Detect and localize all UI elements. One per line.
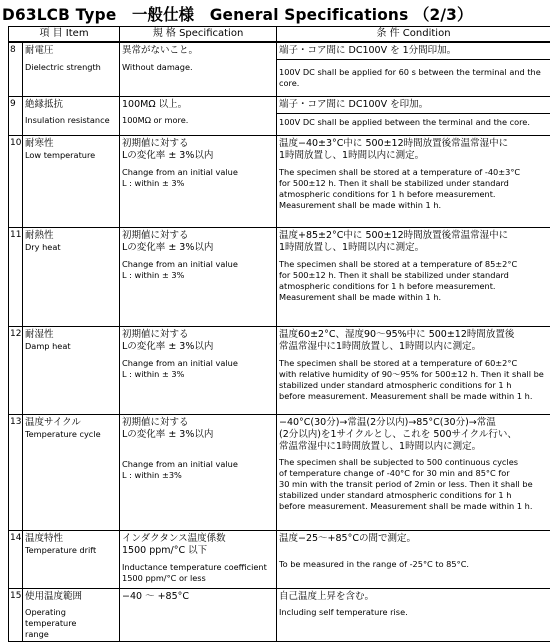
condition-en: Including self temperature rise. — [279, 607, 548, 618]
condition-jp: 端子・コア間に DC100V を印加。 — [279, 99, 548, 111]
row-number: 15 — [9, 588, 23, 641]
spec-en: Change from an initial value L : within ± 3% — [122, 259, 274, 281]
condition-jp: 温度+85±2°C中に 500±12時間放置後常温常湿中に 1時間放置し、1時間以内に測定。 — [279, 230, 548, 254]
table-row — [9, 326, 550, 414]
spec-jp: −40 ～ +85°C — [122, 591, 274, 603]
condition-jp: 自己温度上昇を含む。 — [279, 591, 548, 603]
spec-jp: 初期値に対する Lの変化率 ± 3%以内 — [122, 230, 274, 254]
item-cell — [23, 96, 120, 135]
condition-en: 100V DC shall be applied between the terminal and the core. — [277, 113, 550, 128]
row-number: 11 — [9, 227, 23, 326]
spec-jp: 100MΩ 以上。 — [122, 99, 274, 111]
spec-en: Change from an initial value L : within ± 3% — [122, 358, 274, 380]
item-en: Insulation resistance — [25, 115, 117, 126]
header-condition: 条 件 Condition — [277, 27, 550, 43]
spec-cell — [120, 227, 277, 326]
spec-en: Change from an initial value L : within ±3% — [122, 459, 274, 481]
item-cell — [23, 588, 120, 641]
item-en: Operating temperature range — [25, 607, 117, 640]
condition-cell — [277, 326, 550, 414]
item-cell — [23, 227, 120, 326]
spec-jp: 初期値に対する Lの変化率 ± 3%以内 — [122, 417, 274, 441]
condition-jp: −40°C(30分)→常温(2分以内)→85°C(30分)→常温 (2分以内)を1サイクルとし、これを 500サイクル行い、 常温常湿中に1時間放置し、1時間以内に測定。 — [279, 417, 548, 453]
item-cell — [23, 42, 120, 96]
item-en: Dielectric strength — [25, 62, 117, 73]
item-cell — [23, 326, 120, 414]
table-row — [9, 530, 550, 588]
row-number: 9 — [9, 96, 23, 135]
item-en: Damp heat — [25, 341, 117, 352]
item-jp: 耐湿性 — [25, 329, 117, 341]
condition-en: The specimen shall be stored at a temperature of -40±3°C for 500±12 h. Then it shall be stabilized under standard atmospheric conditions for 1 h before measurement. Measurement shall be made within 1 h. — [279, 167, 548, 211]
spec-jp: インダクタンス温度係数 1500 ppm/°C 以下 — [122, 533, 274, 557]
spec-cell — [120, 135, 277, 227]
item-jp: 使用温度範囲 — [25, 591, 117, 603]
table-header-row — [9, 27, 550, 43]
condition-cell — [277, 42, 550, 96]
condition-en: The specimen shall be subjected to 500 continuous cycles of temperature change of -40°C for 30 min and 85°C for 30 min with the transit period of 2min or less. Then it shall be stabilized under standard atmospheric conditions for 1 h before measurement. Measurement shall be made within 1 h. — [279, 457, 548, 512]
table-row — [9, 96, 550, 135]
condition-jp: 温度−40±3°C中に 500±12時間放置後常温常湿中に 1時間放置し、1時間以内に測定。 — [279, 138, 548, 162]
row-number: 8 — [9, 42, 23, 96]
condition-cell — [277, 588, 550, 641]
spec-jp: 初期値に対する Lの変化率 ± 3%以内 — [122, 138, 274, 162]
spec-cell — [120, 326, 277, 414]
condition-cell — [277, 530, 550, 588]
spec-cell — [120, 414, 277, 530]
condition-cell — [277, 227, 550, 326]
condition-cell — [277, 414, 550, 530]
row-number: 13 — [9, 414, 23, 530]
item-jp: 耐電圧 — [25, 45, 117, 57]
condition-jp: 端子・コア間に DC100V を 1分間印加。 — [279, 45, 548, 57]
item-jp: 温度特性 — [25, 533, 117, 545]
table-row — [9, 42, 550, 96]
condition-cell — [277, 96, 550, 135]
item-cell — [23, 530, 120, 588]
condition-cell — [277, 135, 550, 227]
item-jp: 耐寒性 — [25, 138, 117, 150]
spec-en: 100MΩ or more. — [122, 115, 274, 126]
condition-jp: 温度60±2°C、湿度90～95%中に 500±12時間放置後 常温常湿中に1時間放置し、1時間以内に測定。 — [279, 329, 548, 353]
table-row — [9, 588, 550, 641]
spec-cell — [120, 42, 277, 96]
condition-jp: 温度−25～+85°Cの間で測定。 — [279, 533, 548, 545]
header-item: 項 目 Item — [9, 27, 120, 43]
table-row — [9, 135, 550, 227]
spec-jp: 異常がないこと。 — [122, 45, 274, 57]
spec-en: Inductance temperature coefficient 1500 ppm/°C or less — [122, 562, 274, 584]
table-row — [9, 414, 550, 530]
condition-en: To be measured in the range of -25°C to 85°C. — [279, 559, 548, 570]
item-jp: 絶縁抵抗 — [25, 99, 117, 111]
table-row — [9, 227, 550, 326]
spec-jp: 初期値に対する Lの変化率 ± 3%以内 — [122, 329, 274, 353]
item-en: Temperature drift — [25, 545, 117, 556]
spec-cell — [120, 588, 277, 641]
item-jp: 温度サイクル — [25, 417, 117, 429]
item-cell — [23, 135, 120, 227]
condition-en: The specimen shall be stored at a temperature of 85±2°C for 500±12 h. Then it shall be stabilized under standard atmospheric conditions for 1 h before measurement. Measurement shall be made within 1 h. — [279, 259, 548, 303]
spec-cell — [120, 530, 277, 588]
item-jp: 耐熱性 — [25, 230, 117, 242]
spec-en: Without damage. — [122, 62, 274, 73]
row-number: 12 — [9, 326, 23, 414]
page-title: D63LCB Type 一般仕様 General Specifications （2/3） — [2, 2, 473, 24]
item-en: Temperature cycle — [25, 429, 117, 440]
spec-en: Change from an initial value L : within ± 3% — [122, 167, 274, 189]
spec-cell — [120, 96, 277, 135]
row-number: 14 — [9, 530, 23, 588]
item-en: Dry heat — [25, 242, 117, 253]
condition-en: 100V DC shall be applied for 60 s between the terminal and the core. — [277, 59, 550, 89]
item-en: Low temperature — [25, 150, 117, 161]
condition-en: The specimen shall be stored at a temperature of 60±2°C with relative humidity of 90～95% for 500±12 h. Then it shall be stabilized under standard atmospheric conditions for 1 h before measurement. Measurement shall be made within 1 h. — [279, 358, 548, 402]
item-cell — [23, 414, 120, 530]
row-number: 10 — [9, 135, 23, 227]
spec-table — [8, 26, 550, 642]
header-spec: 規 格 Specification — [120, 27, 277, 43]
